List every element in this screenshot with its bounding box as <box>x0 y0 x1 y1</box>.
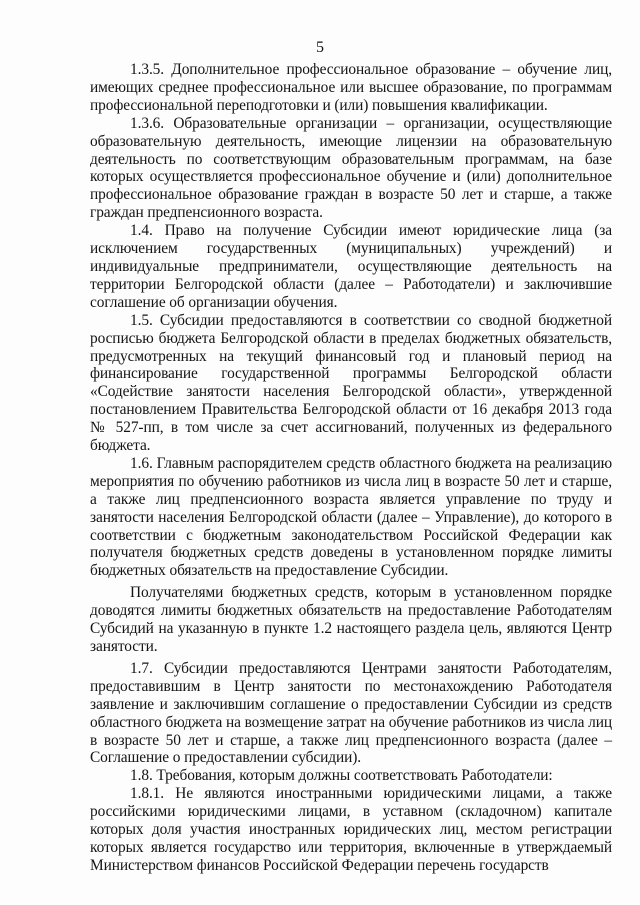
paragraph-1-4: 1.4. Право на получение Субсидии имеют юридические лица (за исключением государственных (муниципальных) учреждений) и индивидуальные предприниматели, осуществляющие деятельность на территории Белгородской области (далее – Работодатели) и заключившие соглашение об организации обучения. <box>90 222 612 311</box>
document-body <box>90 61 612 875</box>
paragraph-1-8: 1.8. Требования, которым должны соответствовать Работодатели: <box>130 767 553 785</box>
paragraph-1-7: 1.7. Субсидии предоставляются Центрами занятости Работодателям, предоставившим в Центр занятости по местонахождению Работодателя заявление и заключившим соглашение о предоставлении Субсидии из средств областного бюджета на возмещение затрат на обучение работников из числа лиц в возрасте 50 лет и старше, а также лиц предпенсионного возраста (далее – Соглашение о предоставлении субсидии). <box>90 659 612 767</box>
paragraph-1-3-6: 1.3.6. Образовательные организации – организации, осуществляющие образовательную деятельность, имеющие лицензии на образовательную деятельность по соответствующим образовательным программам, на базе которых осуществляется профессиональное обучение и (или) дополнительное профессиональное образование граждан в возрасте 50 лет и старше, а также граждан предпенсионного возраста. <box>90 114 612 222</box>
paragraph-1-8-1: 1.8.1. Не являются иностранными юридическими лицами, а также российскими юридическими лицами, в уставном (складочном) капитале которых доля участия иностранных юридических лиц, местом регистрации которых является государство или территория, включенные в утверждаемый Министерством финансов Российской Федерации перечень государств <box>90 785 612 874</box>
page-number: 5 <box>316 39 324 56</box>
paragraph-1-5: 1.5. Субсидии предоставляются в соответствии со сводной бюджетной росписью бюджета Белгородской области в пределах бюджетных обязательств, предусмотренных на текущий финансовый год и плановый период на финансирование государственной программы Белгородской области «Содействие занятости населения Белгородской области», утвержденной постановлением Правительства Белгородской области от 16 декабря 2013 года № 527-пп, в том числе за счет ассигнований, полученных из федерального бюджета. <box>90 311 612 455</box>
paragraph-recipients: Получателями бюджетных средств, которым в установленном порядке доводятся лимиты бюджетных обязательств на предоставление Работодателям Субсидий на указанную в пункте 1.2 настоящего раздела цель, являются Центр занятости. <box>90 584 612 655</box>
paragraph-1-6: 1.6. Главным распорядителем средств областного бюджета на реализацию мероприятия по обучению работников из числа лиц в возрасте 50 лет и старше, а также лиц предпенсионного возраста является управление по труду и занятости населения Белгородской области (далее – Управление), до которого в соответствии с бюджетным законодательством Российской Федерации как получателя бюджетных средств доведены в установленном порядке лимиты бюджетных обязательств на предоставление Субсидии. <box>90 454 612 580</box>
paragraph-1-3-5: 1.3.5. Дополнительное профессиональное образование – обучение лиц, имеющих среднее профессиональное или высшее образование, по программам профессиональной переподготовки и (или) повышения квалификации. <box>90 61 612 114</box>
